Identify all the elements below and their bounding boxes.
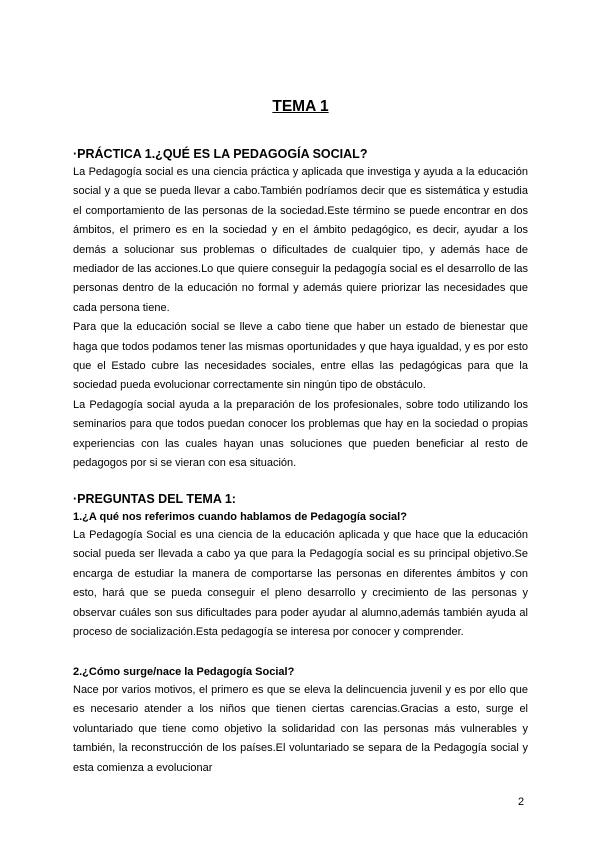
practice-section [73,145,528,474]
question-1-title: 1.¿A qué nos referimos cuando hablamos de Pedagogía social? [73,511,407,523]
questions-section [73,490,528,642]
practice-paragraph-3: La Pedagogía social ayuda a la preparación de los profesionales, sobre todo utilizando los seminarios para que todos puedan conocer los problemas que hay en la sociedad o propias experiencias con las cuales hayan unas soluciones que pueden beneficiar al resto de pedagogos por si se vieran con esa situación. [73,398,528,470]
question-2-section [73,663,528,778]
question-2-title: 2.¿Cómo surge/nace la Pedagogía Social? [73,666,295,678]
question-1-answer: La Pedagogía Social es una ciencia de la educación aplicada y que hace que la educación social pueda ser llevada a cabo ya que para la Pedagogía social es su principal objetivo.Se encarga de estudiar la manera de comportarse las personas en diferentes ámbitos y con esto, hará que se pueda conseguir el pleno desarrollo y crecimiento de las personas y observar cuáles son sus dificultades para poder ayudar al alumno,además también ayuda al proceso de socialización.Esta pedagogía se interesa por conocer y comprender. [73,529,528,639]
practice-heading: ·PRÁCTICA 1.¿QUÉ ES LA PEDAGOGÍA SOCIAL? [73,147,368,161]
page-number: 2 [518,796,525,808]
questions-heading: ·PREGUNTAS DEL TEMA 1: [73,492,236,506]
practice-paragraph-1: La Pedagogía social es una ciencia práctica y aplicada que investiga y ayuda a la educación social y a que se pueda llevar a cabo.También podríamos decir que es sistemática y estudia el comportamiento de las personas de la sociedad.Este término se puede encontrar en dos ámbitos, el primero es en la sociedad y en el ámbito pedagógico, es decir, ayudar a los demás a solucionar sus problemas o dificultades de cualquier tipo, y además hace de mediador de las acciones.Lo que quiere conseguir la pedagogía social es el desarrollo de las personas dentro de la educación no formal y además quiere priorizar las necesidades que cada persona tiene. [73,166,528,314]
document-title: TEMA 1 [272,98,329,115]
question-2-answer: Nace por varios motivos, el primero es que se eleva la delincuencia juvenil y es por ello que es necesario atender a los niños que tienen ciertas carencias.Gracias a esto, surge el voluntariado que tiene como objetivo la solidaridad con las personas más vulnerables y también, la reconstrucción de los países.El voluntariado se separa de la Pedagogía social y esta comienza a evolucionar [73,684,528,774]
practice-paragraph-2: Para que la educación social se lleve a cabo tiene que haber un estado de bienestar que haga que todos podamos tener las mismas oportunidades y que haya igualdad, y es por esto que el Estado cubre las necesidades sociales, entre ellas las pedagógicas para que la sociedad pueda evolucionar correctamente sin ningún tipo de obstáculo. [73,321,528,392]
